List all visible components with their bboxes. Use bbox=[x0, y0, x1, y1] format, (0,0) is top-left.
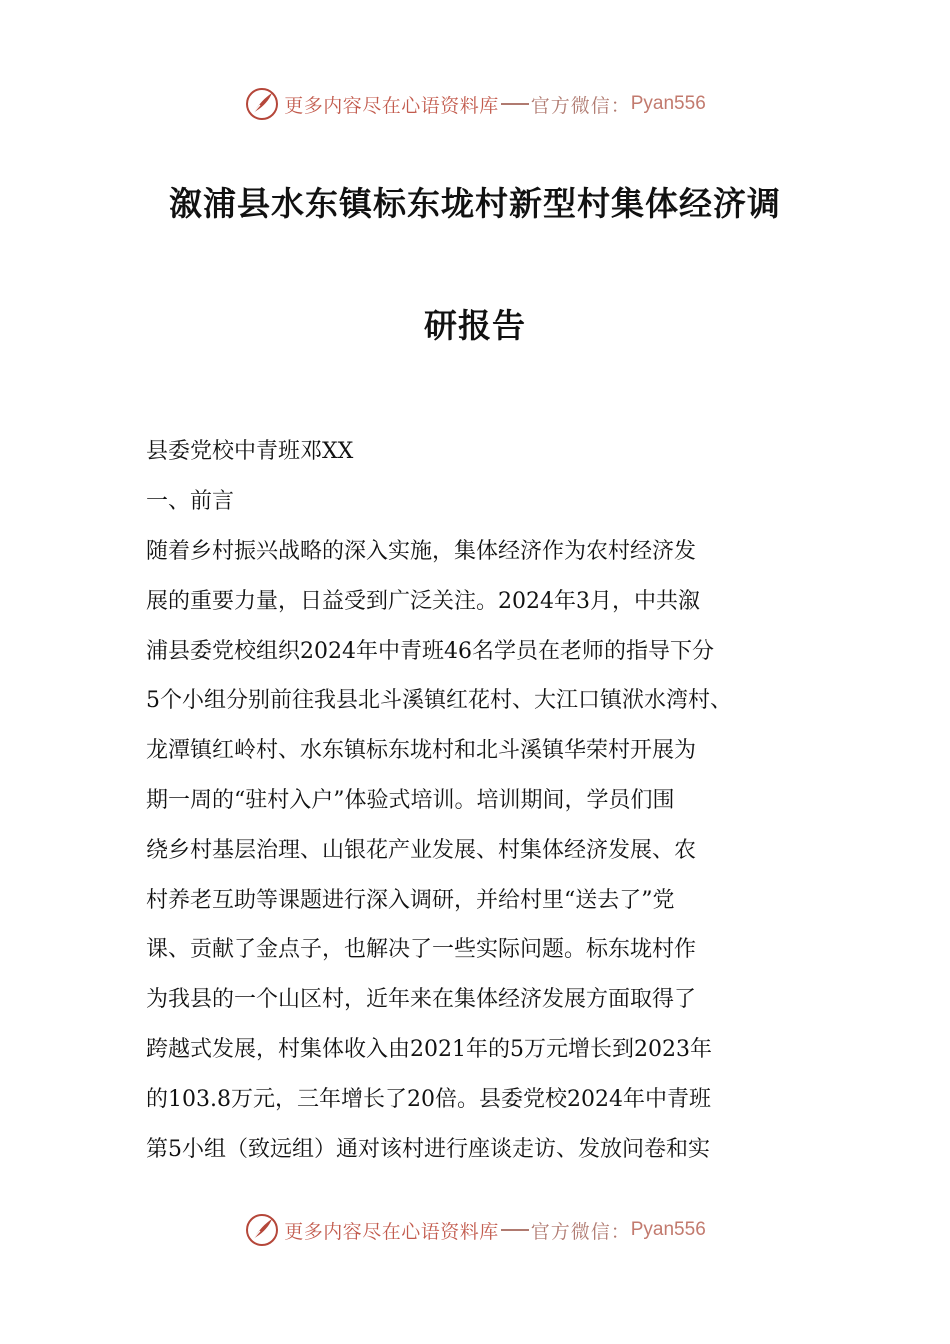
paragraph-line: 的103.8万元，三年增长了20倍。县委党校2024年中青班 bbox=[146, 1087, 711, 1112]
paragraph-line: 绕乡村基层治理、山银花产业发展、村集体经济发展、农 bbox=[146, 838, 697, 863]
banner-wechat-id: Pyan556 bbox=[630, 93, 706, 114]
paragraph-line: 展的重要力量，日益受到广泛关注。2024年3月，中共溆 bbox=[146, 589, 700, 614]
banner-label-text: 官方微信： bbox=[530, 94, 631, 117]
document-title-line-1: 溆浦县水东镇标东垅村新型村集体经济调 bbox=[169, 184, 781, 223]
banner-label-text: 官方微信： bbox=[530, 1220, 631, 1243]
paragraph-line: 随着乡村振兴战略的深入实施，集体经济作为农村经济发 bbox=[146, 539, 697, 564]
footer-banner bbox=[0, 1210, 950, 1250]
section-heading: 一、前言 bbox=[146, 489, 235, 514]
quill-logo-icon bbox=[244, 1212, 280, 1248]
header-banner bbox=[0, 84, 950, 124]
banner-dash bbox=[501, 1229, 529, 1231]
banner-dash bbox=[501, 103, 529, 105]
paragraph-line: 为我县的一个山区村，近年来在集体经济发展方面取得了 bbox=[146, 987, 697, 1012]
document-title-line-2: 研报告 bbox=[424, 306, 526, 345]
paragraph-line: 跨越式发展，村集体收入由2021年的5万元增长到2023年 bbox=[146, 1037, 712, 1062]
paragraph-line: 5个小组分别前往我县北斗溪镇红花村、大江口镇洑水湾村、 bbox=[146, 688, 732, 713]
banner-main-text: 更多内容尽在心语资料库 bbox=[284, 1220, 499, 1243]
quill-logo-icon bbox=[244, 86, 280, 122]
banner-main-text: 更多内容尽在心语资料库 bbox=[284, 94, 499, 117]
author-line: 县委党校中青班邓XX bbox=[146, 439, 354, 464]
paragraph-line: 期一周的“驻村入户”体验式培训。培训期间，学员们围 bbox=[146, 788, 675, 813]
paragraph-line: 第5小组（致远组）通对该村进行座谈走访、发放问卷和实 bbox=[146, 1137, 710, 1162]
paragraph-line: 龙潭镇红岭村、水东镇标东垅村和北斗溪镇华荣村开展为 bbox=[146, 738, 697, 763]
paragraph-line: 浦县委党校组织2024年中青班46名学员在老师的指导下分 bbox=[146, 639, 714, 664]
banner-wechat-id: Pyan556 bbox=[630, 1219, 706, 1240]
paragraph-line: 课、贡献了金点子，也解决了一些实际问题。标东垅村作 bbox=[146, 937, 697, 962]
paragraph-line: 村养老互助等课题进行深入调研，并给村里“送去了”党 bbox=[146, 888, 675, 913]
